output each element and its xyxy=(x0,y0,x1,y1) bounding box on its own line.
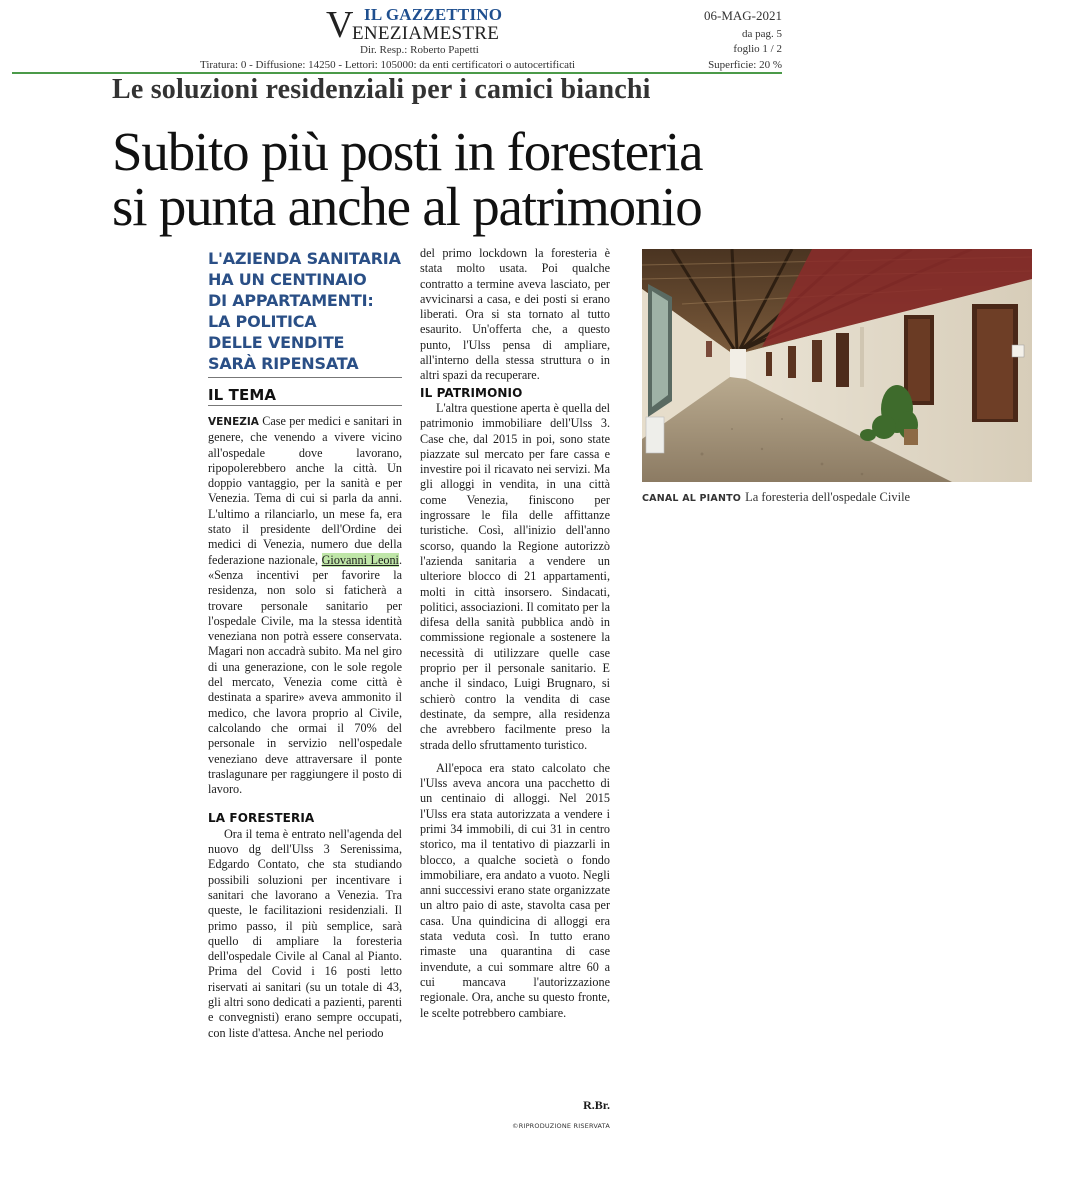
section-theme-label: IL TEMA xyxy=(208,386,277,404)
article-paragraph: del primo lockdown la foresteria è stata molto usata. Poi qualche contratto a termine aveva lasciato, per avvicinarsi a casa, e dei posti si erano liberati. Ora si sta tornato al tutto esaurito. Un'offerta che, a questo punto, l'Ulss pensa di ampliare, all'interno della stessa struttura o in altri spazi da recuperare. xyxy=(420,246,610,383)
headline-line-2: si punta anche al patrimonio xyxy=(112,176,702,237)
article-kicker: Le soluzioni residenziali per i camici bianchi xyxy=(112,74,651,105)
section-foresteria-label: LA FORESTERIA xyxy=(208,811,315,826)
photo-caption xyxy=(642,490,1032,505)
sheet-reference: foglio 1 / 2 xyxy=(733,43,782,55)
subhead-line: DELLE VENDITE xyxy=(208,333,345,352)
author-signature: R.Br. xyxy=(583,1098,610,1112)
article-paragraph: L'altra questione aperta è quella del patrimonio immobiliare dell'Ulss 3. Case che, dal 2015 in poi, sono state piazzate sul mercato per fare cassa e investire poi il ricavato nei servizi. Ma gli alloggi in vendita, in una città come Venezia, finiscono per ingrossare le fila delle affittanze turistiche. Così, all'inizio dell'anno scorso, quando la Regione autorizzò l'azienda sanitaria a vendere un ulteriore blocco di 21 appartamenti, molti in città insorsero. Sindacati, politici, associazioni. Il comitato per la difesa della sanità pubblica andò in commissione regionale a sostenere la necessità di utilizzare quelle case proprio per il personale sanitario. E anche il sindaco, Luigi Brugnaro, si schierò contro la vendita di case destinate, da sempre, alla residenza che avrebbero facilmente preso la strada dello sfruttamento turistico. xyxy=(420,400,610,752)
corridor-photo-illustration xyxy=(642,249,1032,482)
director-line: Dir. Resp.: Roberto Papetti xyxy=(360,44,479,56)
logo-edition: ENEZIAMESTRE xyxy=(352,23,500,44)
headline-line-1: Subito più posti in foresteria xyxy=(112,121,703,182)
newspaper-logo xyxy=(326,4,526,46)
subhead-line: HA UN CENTINAIO xyxy=(208,270,367,289)
dateline: VENEZIA xyxy=(208,416,259,428)
article-paragraph: VENEZIA Case per medici e sanitari in genere, che venendo a vivere vicino all'ospedale dove lavorano, ripopolerebbero anche la città. Un doppio vantaggio, per la sanità e per Venezia. Tema di cui si parla da anni. L'ultimo a rilanciarlo, un mese fa, era stato il presidente dell'Ordine dei medici di Venezia, numero due della federazione nazionale, Giovanni Leoni. «Senza incentivi per favorire la residenza, non solo si faticherà a trovare personale sanitario per l'ospedale Civile, ma la stessa identità veneziana non potrà essere conservata. Magari non accadrà subito. Ma nel giro di una generazione, con le sole regole del mercato, Venezia come città è destinata a sparire» aveva ammonito il medico, che lavora proprio al Civile, calcolando che ormai il 70% del personale in servizio nell'ospedale veneziano deve attraversare il ponte traslagunare per raggiungere il posto di lavoro. xyxy=(208,414,402,797)
circulation-line: Tiratura: 0 - Diffusione: 14250 - Lettori: 105000: da enti certificatori o autocertificati xyxy=(200,59,576,71)
highlighted-name: Giovanni Leoni xyxy=(321,552,399,567)
subhead-line: SARÀ RIPENSATA xyxy=(208,354,359,373)
article-column-1 xyxy=(208,414,402,1041)
theme-divider xyxy=(208,405,402,406)
article-photo xyxy=(642,249,1032,482)
caption-text: La foresteria dell'ospedale Civile xyxy=(745,490,911,504)
article-paragraph: Ora il tema è entrato nell'agenda del nuovo dg dell'Ulss 3 Serenissima, Edgardo Contato, che sta studiando possibili soluzioni per incentivare i sanitari che lavorano a Venezia. Tra queste, le facilitazioni residenziali. Il primo passo, il più semplice, sarà quello di ampliare la foresteria dell'ospedale Civile al Canal al Pianto. Prima del Covid i 16 posti letto riservati ai sanitari (su un totale di 43, gli altri sono dedicati a pazienti, parenti e convegnisti) erano sempre occupati, con liste d'attesa. Anche nel periodo xyxy=(208,826,402,1040)
subhead-line: L'AZIENDA SANITARIA xyxy=(208,249,401,268)
publication-date: 06-MAG-2021 xyxy=(704,8,782,23)
copyright-notice: ©RIPRODUZIONE RISERVATA xyxy=(512,1122,610,1130)
caption-label: CANAL AL PIANTO xyxy=(642,493,742,504)
subhead-line: DI APPARTAMENTI: xyxy=(208,291,374,310)
publication-meta xyxy=(672,8,782,57)
page-reference: da pag. 5 xyxy=(741,28,782,40)
article-subhead xyxy=(208,248,408,374)
article-paragraph: All'epoca era stato calcolato che l'Ulss aveva ancora una pacchetto di un centinaio di alloggi. Nel 2015 l'Ulss era stata autorizzata a vendere i primi 34 immobili, di cui 31 in centro storico, ma il tentativo di piazzarli in blocco, a qualche società o fondo immobiliare, era andato a vuoto. Negli anni successivi erano state organizzate un altro paio di aste, stavolta casa per casa. Una quindicina di alloggi era stata veduta così. In tutto erano rimaste una quarantina di case invendute, a cui sommare altre 60 a cui mancava l'autorizzazione regionale. Ora, anche su questo fronte, le scelte potrebbero cambiare. xyxy=(420,760,610,1020)
article-headline xyxy=(112,121,703,237)
section-patrimonio-label: IL PATRIMONIO xyxy=(420,385,523,400)
logo-initial: V xyxy=(326,4,354,46)
surface-line: Superficie: 20 % xyxy=(708,59,782,71)
subhead-line: LA POLITICA xyxy=(208,312,317,331)
article-column-2 xyxy=(420,246,610,1021)
logo-title: IL GAZZETTINO xyxy=(364,5,503,24)
subhead-divider xyxy=(208,377,402,378)
